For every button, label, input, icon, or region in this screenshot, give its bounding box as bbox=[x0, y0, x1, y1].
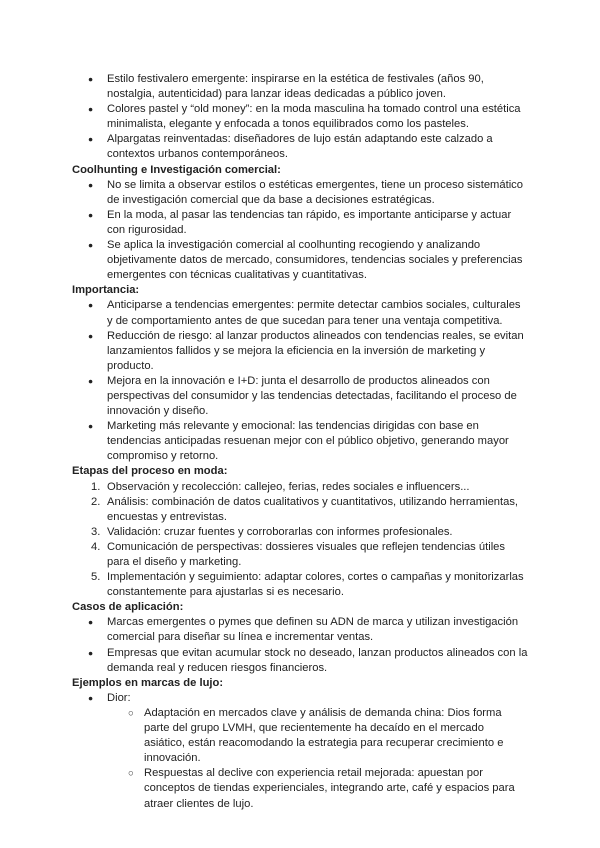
list-item: ● Colores pastel y “old money”: en la moda masculina ha tomado control una estética minimalista, elegante y enfocada a tonos equilibrados como los pasteles. bbox=[72, 102, 528, 132]
list-item: ● Se aplica la investigación comercial al coolhunting recogiendo y analizando objetivamente datos de mercado, consumidores, tendencias sociales y preferencias emergentes con técnicas cualitativas y cuantitativas. bbox=[72, 238, 528, 283]
item-number: 1. bbox=[91, 480, 101, 493]
numbered-item bbox=[72, 570, 528, 600]
intro-list bbox=[72, 72, 528, 163]
sub-list-item: ○ Respuestas al declive con experiencia retail mejorada: apuestan por conceptos de tiendas experienciales, integrando arte, café y espacios para atraer clientes de lujo. bbox=[72, 766, 528, 811]
importancia-list bbox=[72, 298, 528, 464]
list-item bbox=[72, 691, 528, 706]
numbered-item bbox=[72, 495, 528, 525]
list-item: ● No se limita a observar estilos o estéticas emergentes, tiene un proceso sistemático de investigación comercial que da base a decisiones estratégicas. bbox=[72, 178, 528, 208]
numbered-item bbox=[72, 480, 528, 495]
item-number: 3. bbox=[91, 525, 101, 538]
section-heading-coolhunting: Coolhunting e Investigación comercial: bbox=[72, 163, 281, 176]
item-text: Comunicación de perspectivas: dossieres visuales que reflejen tendencias útiles para el diseño y marketing. bbox=[107, 540, 505, 568]
sub-list-item: ○ Adaptación en mercados clave y análisis de demanda china: Dios forma parte del grupo LVMH, que recientemente ha decaído en el mercado asiático, están reacomodando la estrategia para recuperar crecimiento e innovación. bbox=[72, 706, 528, 766]
item-text: Observación y recolección: callejeo, ferias, redes sociales e influencers... bbox=[107, 480, 470, 493]
item-number: 5. bbox=[91, 571, 101, 584]
item-text: Implementación y seguimiento: adaptar colores, cortes o campañas y monitorizarlas constantemente para ajustarlas si es necesario. bbox=[107, 571, 524, 599]
item-text: Validación: cruzar fuentes y corroborarlas con informes profesionales. bbox=[107, 525, 453, 538]
numbered-item bbox=[72, 540, 528, 570]
coolhunting-list bbox=[72, 178, 528, 284]
ejemplos-list bbox=[72, 691, 528, 706]
section-heading-etapas: Etapas del proceso en moda: bbox=[72, 465, 228, 478]
list-item: ● Empresas que evitan acumular stock no deseado, lanzan productos alineados con la demanda real y reducen riesgos financieros. bbox=[72, 646, 528, 676]
list-item: ● Alpargatas reinventadas: diseñadores de lujo están adaptando este calzado a contextos urbanos contemporáneos. bbox=[72, 132, 528, 162]
list-item: ● En la moda, al pasar las tendencias tan rápido, es importante anticiparse y actuar con rigurosidad. bbox=[72, 208, 528, 238]
list-item: ● Reducción de riesgo: al lanzar productos alineados con tendencias reales, se evitan lanzamientos fallidos y se mejora la eficiencia en la inversión de marketing y producto. bbox=[72, 329, 528, 374]
casos-list bbox=[72, 615, 528, 675]
item-number: 4. bbox=[91, 540, 101, 553]
list-item: ● Marcas emergentes o pymes que definen su ADN de marca y utilizan investigación comercial para diseñar su línea e incrementar ventas. bbox=[72, 615, 528, 645]
dior-sublist bbox=[72, 706, 528, 812]
list-item: ● Anticiparse a tendencias emergentes: permite detectar cambios sociales, culturales y de comportamiento antes de que sucedan para tener una ventaja competitiva. bbox=[72, 298, 528, 328]
list-item: ● Mejora en la innovación e I+D: junta el desarrollo de productos alineados con perspectivas del consumidor y las tendencias detectadas, facilitando el proceso de innovación y diseño. bbox=[72, 374, 528, 419]
list-item: ● Marketing más relevante y emocional: las tendencias dirigidas con base en tendencias anticipadas resuenan mejor con el público objetivo, generando mayor compromiso y retorno. bbox=[72, 419, 528, 464]
section-heading-ejemplos: Ejemplos en marcas de lujo: bbox=[72, 676, 224, 689]
list-item: ● Estilo festivalero emergente: inspirarse en la estética de festivales (años 90, nostalgia, autenticidad) para lanzar ideas dedicadas a público joven. bbox=[72, 72, 528, 102]
brand-label: Dior: bbox=[107, 691, 131, 704]
etapas-list bbox=[72, 480, 528, 601]
section-heading-importancia: Importancia: bbox=[72, 284, 140, 297]
numbered-item bbox=[72, 525, 528, 540]
item-text: Análisis: combinación de datos cualitativos y cuantitativos, utilizando herramientas, encuestas y entrevistas. bbox=[107, 495, 519, 523]
section-heading-casos: Casos de aplicación: bbox=[72, 601, 184, 614]
item-number: 2. bbox=[91, 495, 101, 508]
